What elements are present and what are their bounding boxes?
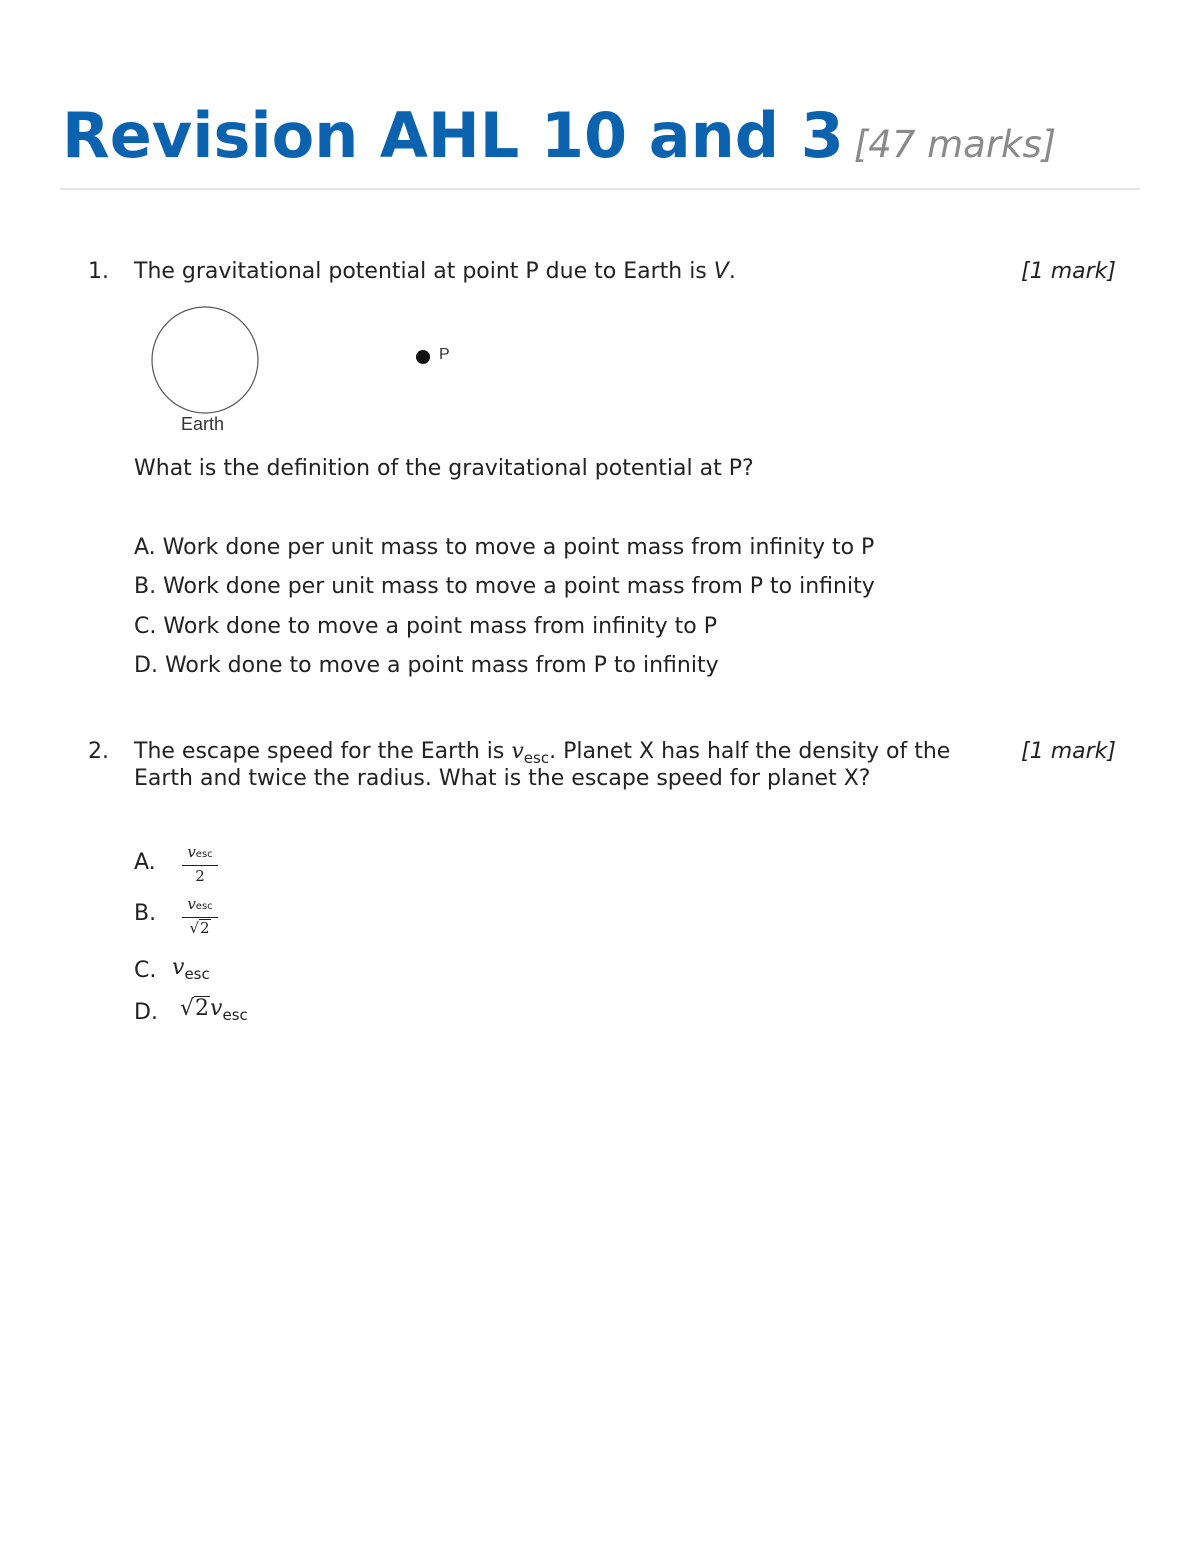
num-sub: esc	[195, 849, 213, 860]
stem-text: The escape speed for the Earth is	[134, 739, 512, 764]
option-letter: C.	[134, 958, 157, 983]
denominator: 2	[195, 867, 205, 885]
numerator	[180, 895, 220, 916]
stem-text: The gravitational potential at point P due to Earth is	[134, 259, 714, 284]
earth-circle	[152, 307, 258, 413]
q1-option-d[interactable]	[134, 653, 719, 679]
var-v: v	[210, 996, 223, 1021]
escape-speed-expr	[172, 955, 210, 982]
page-header	[60, 96, 1140, 190]
root-value: 2	[200, 919, 210, 937]
fraction-bar	[182, 865, 218, 866]
option-letter: D.	[134, 1000, 158, 1025]
q1-option-b[interactable]	[134, 574, 875, 600]
option-letter: B.	[134, 901, 157, 926]
escape-speed-symbol	[511, 739, 550, 767]
option-letter: D.	[134, 653, 158, 678]
var-sub: esc	[184, 965, 210, 983]
stem-end: .	[728, 259, 736, 284]
option-text: Work done per unit mass to move a point mass from infinity to P	[162, 535, 875, 560]
question-mark-value: [1 mark]	[1021, 739, 1116, 764]
fraction-v-over-root2	[180, 895, 220, 937]
var-sub: esc	[222, 1006, 248, 1024]
question-stem	[134, 259, 1014, 285]
var-v: v	[511, 739, 524, 764]
option-letter: A.	[134, 850, 156, 875]
question-number: 1.	[88, 259, 109, 284]
numerator	[180, 843, 220, 864]
root2-escape-speed-expr: $√2v_{esc}$	[180, 996, 248, 1024]
option-text: Work done per unit mass to move a point mass from P to infinity	[163, 574, 875, 599]
option-letter: B.	[134, 574, 157, 599]
option-letter: C.	[134, 614, 157, 639]
fraction-v-over-2	[180, 843, 220, 885]
question-stem	[134, 739, 1024, 792]
total-marks: [47 marks]	[853, 123, 1057, 166]
var-v: v	[172, 955, 185, 980]
question-mark-value: [1 mark]	[1021, 259, 1116, 284]
fraction-bar	[182, 917, 218, 918]
option-text: Work done to move a point mass from infinity to P	[163, 614, 718, 639]
q1-option-a[interactable]	[134, 535, 874, 561]
option-text: Work done to move a point mass from P to infinity	[164, 653, 719, 678]
q1-option-c[interactable]	[134, 614, 717, 640]
num-var: v	[187, 895, 196, 913]
stem-line-2: Earth and twice the radius. What is the escape speed for planet X?	[134, 766, 871, 791]
page-title	[62, 96, 1056, 185]
point-p-dot	[416, 350, 430, 364]
stem-text-cont: . Planet X has half the density of the	[549, 739, 951, 764]
title-text: Revision AHL 10 and 3	[62, 99, 844, 172]
num-sub: esc	[195, 901, 213, 912]
earth-label: Earth	[181, 414, 225, 434]
question-number: 2.	[88, 739, 109, 764]
option-letter: A.	[134, 535, 156, 560]
question-1-prompt: What is the definition of the gravitational potential at P?	[134, 456, 754, 481]
num-var: v	[187, 843, 196, 861]
denominator: √2	[189, 919, 210, 937]
earth-point-diagram	[140, 300, 480, 440]
root-value: 2	[195, 996, 210, 1021]
point-p-label: P	[439, 346, 450, 363]
var-sub: esc	[523, 749, 550, 767]
potential-symbol: V	[713, 259, 729, 284]
